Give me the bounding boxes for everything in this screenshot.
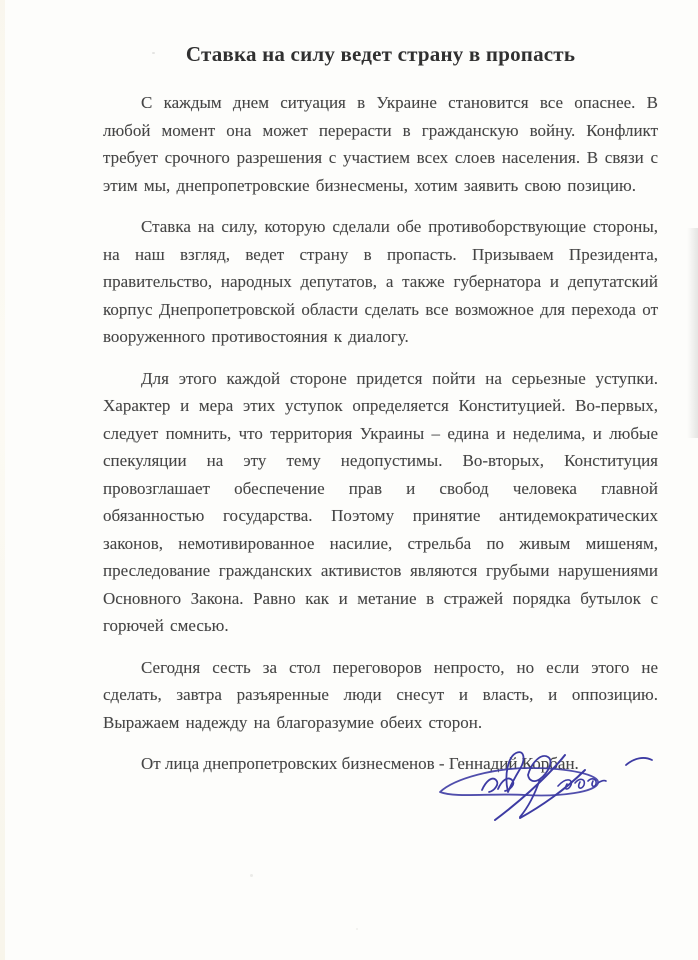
handwritten-signature xyxy=(420,735,680,845)
paragraph-3: Для этого каждой стороне придется пойти на серьезные уступки. Характер и мера этих уступок определяется Конституцией. Во-первых, следует помнить, что территория Украины – едина и неделима, и любые спекуляции на эту тему недопустимы. Во-вторых, Конституция провозглашает обеспечение прав и свобод человека главной обязанностью государства. Поэтому принятие антидемократических законов, немотивированное насилие, стрельба по живым мишеням, преследование гражданских активистов являются грубыми нарушениями Основного Закона. Равно как и метание в стражей порядка бутылок с горючей смесью. xyxy=(103,368,658,635)
scan-noise-speck xyxy=(356,928,358,930)
document-title: Ставка на силу ведет страну в пропасть xyxy=(185,42,576,66)
signoff-line: От лица днепропетровских бизнесменов - Геннадий Корбан. xyxy=(141,754,579,773)
paragraph-1: С каждым днем ситуация в Украине становится все опаснее. В любой момент она может перерасти в гражданскую войну. Конфликт требует срочного разрешения с участием всех слоев населения. В связи с этим мы, днепропетровские бизнесмены, хотим заявить свою позицию. xyxy=(103,93,658,195)
scan-noise-speck xyxy=(250,874,253,877)
paragraph-2: Ставка на силу, которую сделали обе противоборствующие стороны, на наш взгляд, ведет страну в пропасть. Призываем Президента, правительство, народных депутатов, а также губернатора и депутатский корпус Днепропетровской области сделать все возможное для перехода от вооруженного противостояния к диалогу. xyxy=(103,217,658,346)
paragraph-4: Сегодня сесть за стол переговоров непросто, но если этого не сделать, завтра разъяренные люди снесут и власть, и оппозицию. Выражаем надежду на благоразумие обеих сторон. xyxy=(103,657,658,732)
